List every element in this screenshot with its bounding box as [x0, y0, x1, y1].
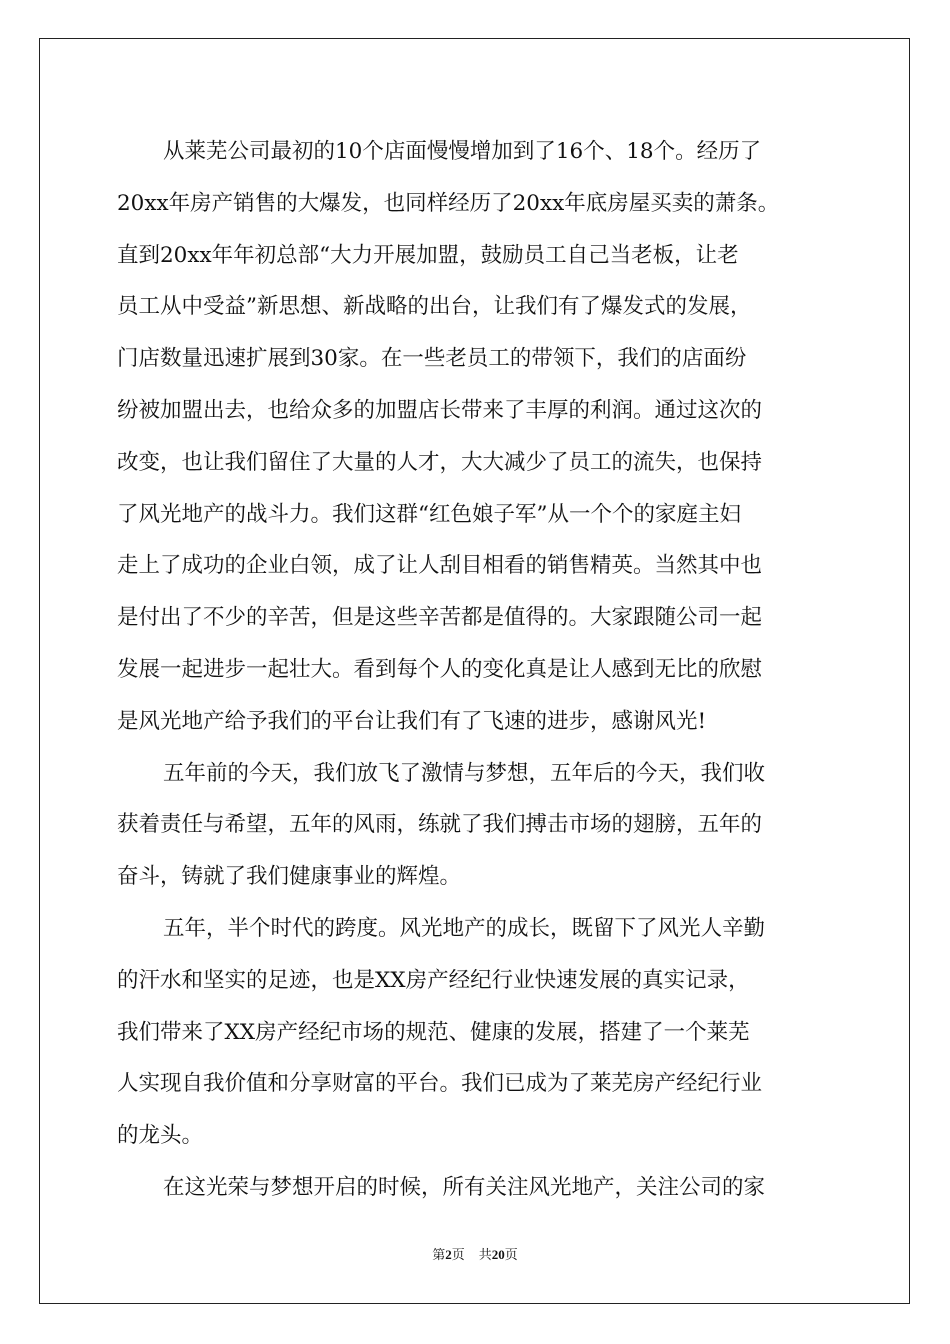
- page-current: 2: [445, 1247, 452, 1262]
- page-footer: [0, 1244, 950, 1263]
- text-line: 门店数量迅速扩展到30家。在一些老员工的带领下，我们的店面纷: [117, 346, 747, 372]
- total-unit: 页: [504, 1248, 518, 1263]
- page-unit: 页: [451, 1248, 465, 1263]
- text-line: 的龙头。: [117, 1123, 204, 1149]
- text-line: 是风光地产给予我们的平台让我们有了飞速的进步，感谢风光!: [117, 708, 707, 734]
- text-line: 改变，也让我们留住了大量的人才，大大减少了员工的流失，也保持: [117, 449, 763, 475]
- page-total: 20: [491, 1247, 505, 1262]
- text-line: 了风光地产的战斗力。我们这群“红色娘子军”从一个个的家庭主妇: [117, 501, 741, 527]
- text-line: 获着责任与希望，五年的风雨，练就了我们搏击市场的翅膀，五年的: [117, 812, 763, 838]
- text-line: 五年前的今天，我们放飞了激情与梦想，五年后的今天，我们收: [163, 760, 766, 786]
- text-line: 纷被加盟出去，也给众多的加盟店长带来了丰厚的利润。通过这次的: [117, 397, 763, 423]
- text-line: 走上了成功的企业白领，成了让人刮目相看的销售精英。当然其中也: [117, 553, 763, 579]
- text-line: 20xx年房产销售的大爆发，也同样经历了20xx年底房屋买卖的萧条。: [117, 190, 780, 216]
- text-line: 是付出了不少的辛苦，但是这些辛苦都是值得的。大家跟随公司一起: [117, 605, 763, 631]
- text-line: 直到20xx年年初总部“大力开展加盟，鼓励员工自己当老板，让老: [117, 242, 739, 268]
- total-prefix: 共: [478, 1248, 492, 1263]
- text-line: 人实现自我价值和分享财富的平台。我们已成为了莱芜房产经纪行业: [117, 1071, 763, 1097]
- text-line: 的汗水和坚实的足迹，也是XX房产经纪行业快速发展的真实记录，: [117, 967, 750, 993]
- text-line: 发展一起进步一起壮大。看到每个人的变化真是让人感到无比的欣慰: [117, 656, 763, 682]
- text-line: 奋斗，铸就了我们健康事业的辉煌。: [117, 864, 462, 890]
- text-line: 员工从中受益”新思想、新战略的出台，让我们有了爆发式的发展，: [117, 294, 752, 320]
- text-line: 五年，半个时代的跨度。风光地产的成长，既留下了风光人辛勤: [163, 915, 766, 941]
- text-line: 在这光荣与梦想开启的时候，所有关注风光地产，关注公司的家: [163, 1174, 766, 1200]
- document-body: [117, 126, 837, 1214]
- text-line: 从莱芜公司最初的10个店面慢慢增加到了16个、18个。经历了: [163, 139, 762, 164]
- page-prefix: 第: [432, 1248, 446, 1263]
- text-line: 我们带来了XX房产经纪市场的规范、健康的发展，搭建了一个莱芜: [117, 1019, 750, 1045]
